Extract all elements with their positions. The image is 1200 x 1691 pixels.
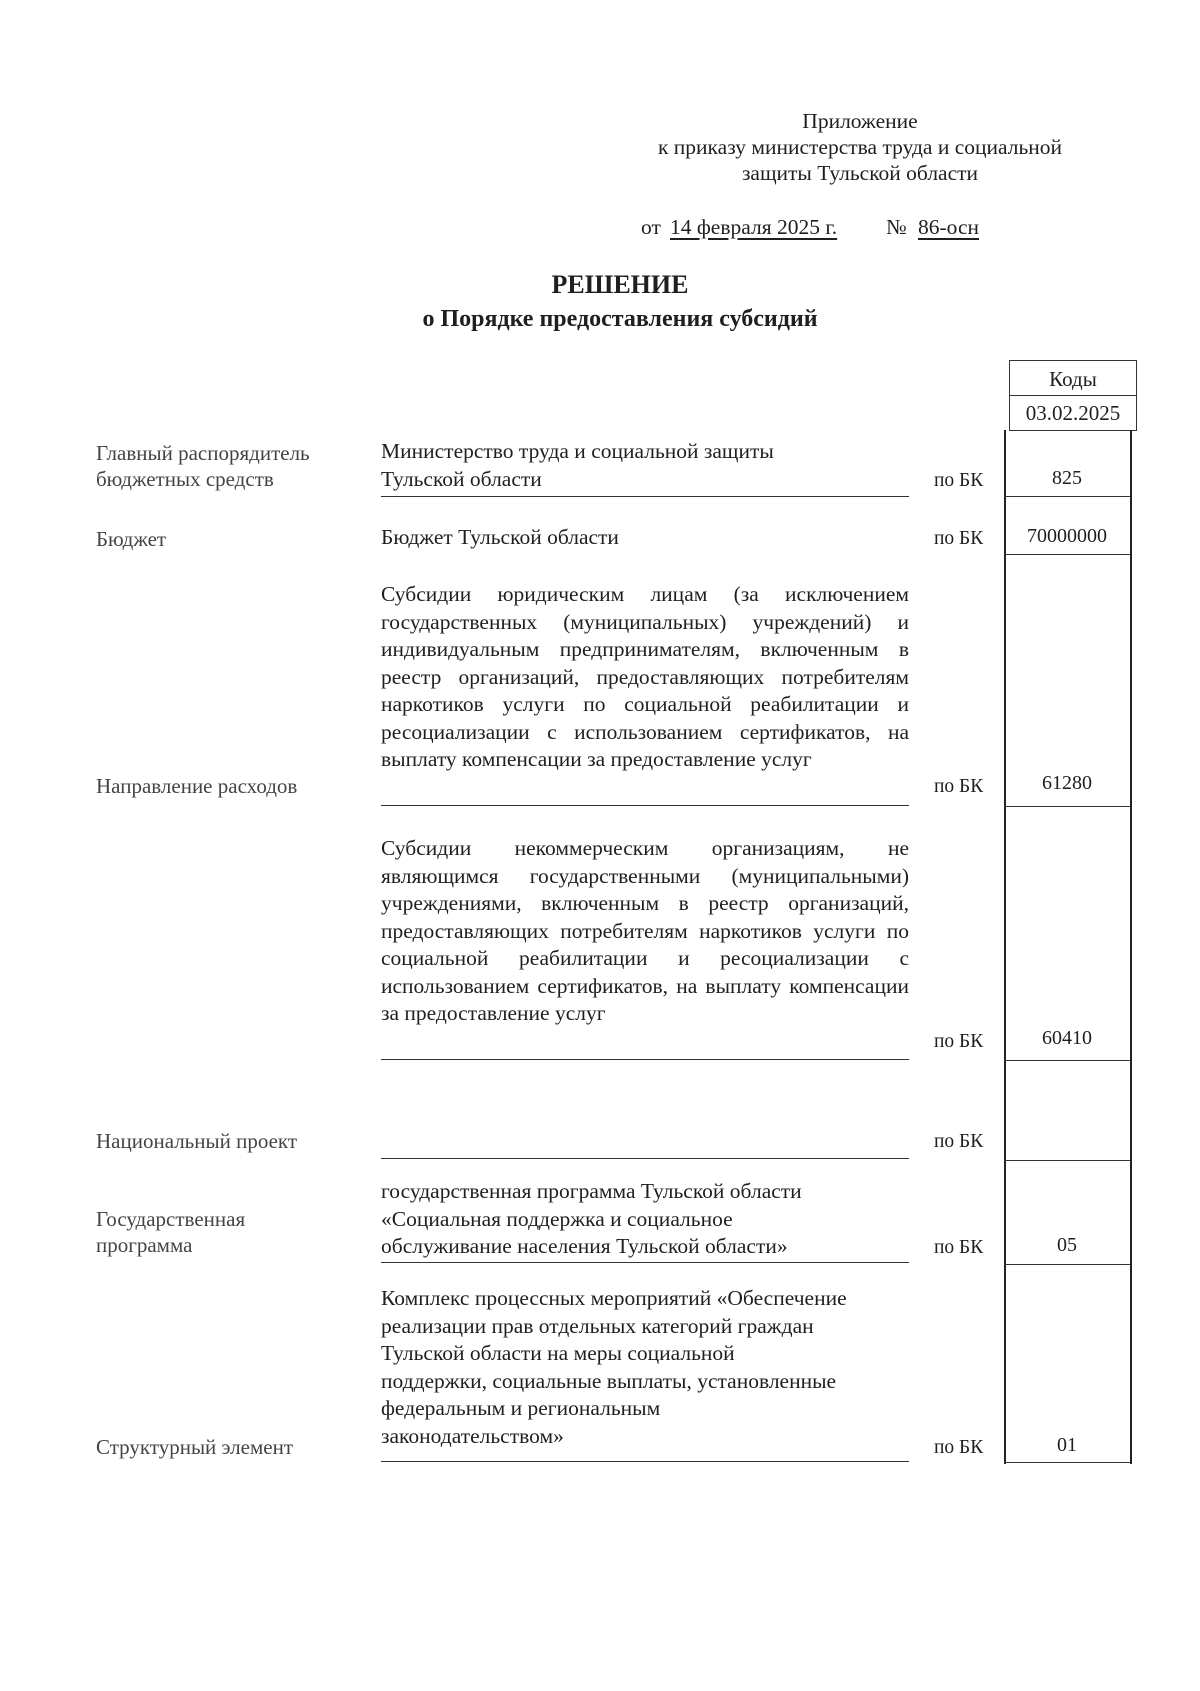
appendix-line-1: Приложение xyxy=(802,109,918,133)
state-program-label: Государственная программа xyxy=(96,1207,246,1257)
expense1-underline xyxy=(381,805,909,806)
budget-value: Бюджет Тульской области xyxy=(381,525,619,549)
expense2-underline xyxy=(381,1059,909,1060)
structural-bk-label: по БК xyxy=(934,1437,984,1458)
code-divider xyxy=(1004,1264,1130,1265)
structural-code: 01 xyxy=(1057,1434,1077,1456)
page-title: РЕШЕНИЕ xyxy=(551,270,689,299)
chief-label: Главный распорядитель бюджетных средств xyxy=(96,441,310,491)
structural-label: Структурный элемент xyxy=(96,1435,294,1459)
code-divider xyxy=(1004,1160,1130,1161)
expense2-value: Субсидии некоммерческим организациям, не являющимся государственными (муниципальными) учреждениями, включенным в реестр организаций, предоставляющих потребителям наркотиков услуги по социальной реабилитации и ресоциализации с использованием сертификатов, на выплату компенсации за предоставление услуг xyxy=(381,836,909,1025)
expense2-bk-label: по БК xyxy=(934,1031,984,1052)
state-program-bk-label: по БК xyxy=(934,1237,984,1258)
code-divider xyxy=(1004,806,1130,807)
budget-label: Бюджет xyxy=(96,527,167,551)
appendix-line-3: защиты Тульской области xyxy=(741,161,979,185)
structural-value: Комплекс процессных мероприятий «Обеспечение реализации прав отдельных категорий граждан Тульской области на меры социальной поддержки, социальные выплаты, установленные федеральным и региональным законодательством» xyxy=(381,1286,847,1448)
national-project-label: Национальный проект xyxy=(96,1129,298,1153)
order-number: 86-осн xyxy=(918,215,979,239)
code-divider xyxy=(1004,1462,1130,1463)
chief-bk-label: по БК xyxy=(934,470,984,491)
budget-code: 70000000 xyxy=(1027,525,1107,547)
expense1-bk-label: по БК xyxy=(934,776,984,797)
expense2-code: 60410 xyxy=(1042,1027,1092,1049)
state-program-value: государственная программа Тульской области «Социальная поддержка и социальное обслуживание населения Тульской области» xyxy=(381,1179,802,1258)
codes-column xyxy=(1004,430,1132,1464)
state-program-code: 05 xyxy=(1057,1234,1077,1256)
code-divider xyxy=(1004,496,1130,497)
expense1-value: Субсидии юридическим лицам (за исключением государственных (муниципальных) учреждений) и индивидуальным предпринимателям, включенным в реестр организаций, предоставляющих потребителям наркотиков услуги по социальной реабилитации и ресоциализации с использованием сертификатов, на выплату компенсации за предоставление услуг xyxy=(381,582,909,771)
expense-label: Направление расходов xyxy=(96,774,298,798)
order-prefix: от xyxy=(641,215,661,239)
budget-bk-label: по БК xyxy=(934,528,984,549)
codes-date: 03.02.2025 xyxy=(1025,401,1121,425)
expense1-code: 61280 xyxy=(1042,772,1092,794)
national-project-underline xyxy=(381,1158,909,1159)
national-project-bk-label: по БК xyxy=(934,1131,984,1152)
state-program-underline xyxy=(381,1262,909,1263)
chief-value: Министерство труда и социальной защиты Тульской области xyxy=(381,439,774,491)
structural-underline xyxy=(381,1461,909,1462)
page-subtitle: о Порядке предоставления субсидий xyxy=(422,306,818,332)
order-number-sign: № xyxy=(886,215,907,239)
chief-underline xyxy=(381,496,909,497)
code-divider xyxy=(1004,1060,1130,1061)
codes-header: Коды xyxy=(1049,367,1097,391)
chief-code: 825 xyxy=(1052,467,1082,489)
appendix-line-2: к приказу министерства труда и социальной xyxy=(657,135,1063,159)
code-divider xyxy=(1004,554,1130,555)
order-date: 14 февраля 2025 г. xyxy=(670,215,838,239)
appendix-block xyxy=(560,108,1160,186)
